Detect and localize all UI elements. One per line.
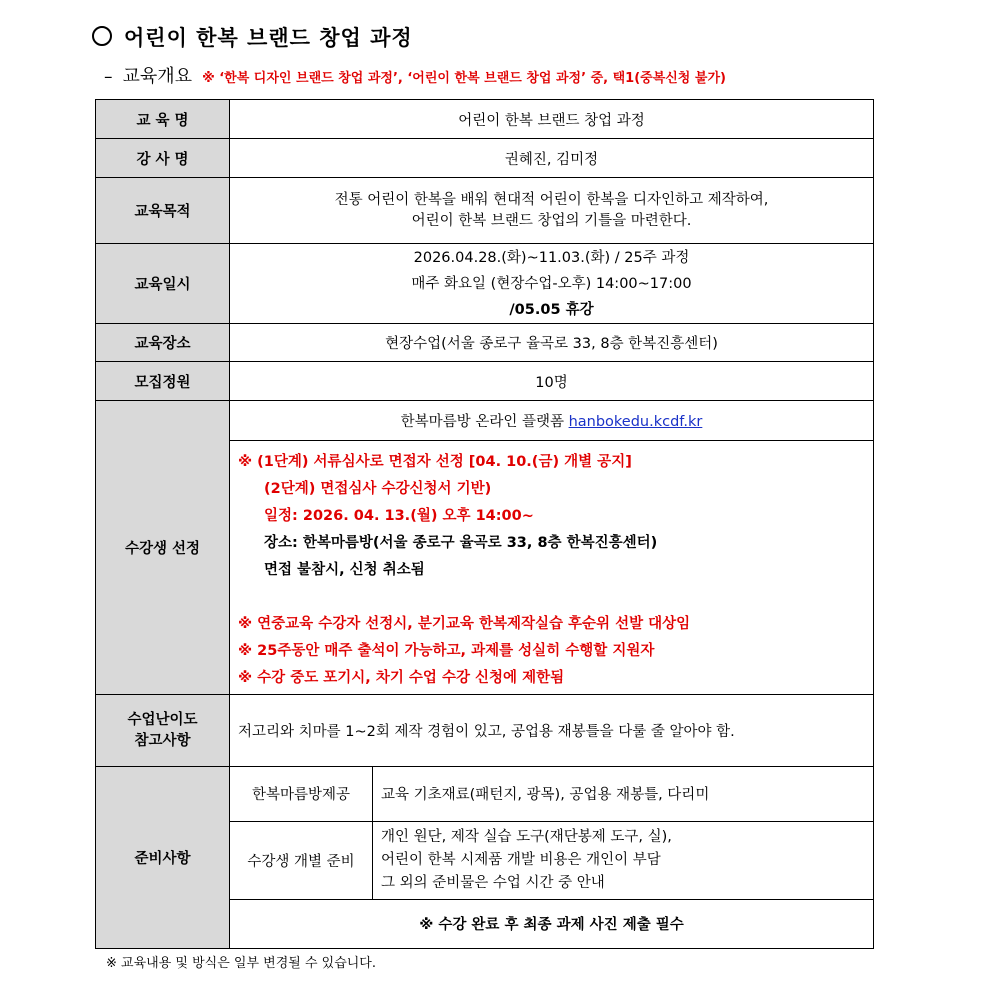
capacity-value: 10명 [230, 362, 874, 401]
prep-individual-row [230, 821, 873, 899]
subtitle-note: ※ ‘한복 디자인 브랜드 창업 과정’, ‘어린이 한복 브랜드 창업 과정’ 중, 택1(중복신청 불가) [202, 71, 726, 86]
row-difficulty [96, 695, 874, 767]
selection-line-2: (2단계) 면접심사 수강신청서 기반) [264, 481, 492, 497]
provided-label: 한복마름방제공 [230, 767, 373, 821]
prep-provided-row [230, 767, 873, 821]
selection-note-1: ※ 연중교육 수강자 선정시, 분기교육 한복제작실습 후순위 선발 대상임 [238, 616, 691, 632]
final-note: ※ 수강 완료 후 최종 과제 사진 제출 필수 [419, 916, 684, 933]
circle-icon [92, 26, 112, 46]
difficulty-label-2: 참고사항 [134, 732, 191, 749]
platform-text: 한복마름방 온라인 플랫폼 [400, 414, 564, 430]
subtitle-dash: – [104, 67, 113, 87]
footer-note: ※ 교육내용 및 방식은 일부 변경될 수 있습니다. [106, 956, 376, 971]
provided-value: 교육 기초재료(패턴지, 광목), 공업용 재봉틀, 다리미 [373, 767, 874, 821]
page-title [92, 22, 413, 52]
individual-value [373, 821, 874, 899]
row-venue [96, 324, 874, 362]
row-prep [96, 767, 874, 949]
prep-table [230, 767, 873, 947]
individual-line-1: 개인 원단, 제작 실습 도구(재단봉제 도구, 실), [381, 828, 672, 845]
venue-value: 현장수업(서울 종로구 율곡로 33, 8층 한복진흥센터) [230, 324, 874, 362]
row-name [96, 100, 874, 139]
schedule-line-2: 매주 화요일 (현장수업-오후) 14:00~17:00 [411, 275, 692, 292]
purpose-line-2: 어린이 한복 브랜드 창업의 기틀을 마련한다. [411, 212, 692, 229]
venue-label: 교육장소 [96, 324, 230, 362]
platform-link[interactable]: hanbokedu.kcdf.kr [568, 414, 703, 430]
selection-line-3: 일정: 2026. 04. 13.(월) 오후 14:00~ [264, 508, 534, 524]
schedule-line-1: 2026.04.28.(화)~11.03.(화) / 25주 과정 [413, 249, 690, 266]
difficulty-value: 저고리와 치마를 1~2회 제작 경험이 있고, 공업용 재봉틀을 다룰 줄 알아야 함. [230, 695, 874, 767]
row-selection-platform [96, 401, 874, 441]
subtitle-label: 교육개요 [122, 66, 193, 87]
selection-label: 수강생 선정 [96, 401, 230, 695]
capacity-label: 모집정원 [96, 362, 230, 401]
selection-line-4: 장소: 한복마름방(서울 종로구 율곡로 33, 8층 한복진흥센터) [264, 535, 658, 551]
selection-line-1: ※ (1단계) 서류심사로 면접자 선정 [04. 10.(금) 개별 공지] [238, 454, 632, 470]
purpose-label: 교육목적 [96, 178, 230, 244]
row-capacity [96, 362, 874, 401]
prep-label: 준비사항 [96, 767, 230, 949]
selection-spacer [238, 584, 865, 611]
difficulty-label-1: 수업난이도 [127, 711, 198, 728]
row-purpose [96, 178, 874, 244]
row-schedule [96, 244, 874, 324]
instructor-value: 권혜진, 김미정 [230, 139, 874, 178]
difficulty-label [96, 695, 230, 767]
selection-line-5: 면접 불참시, 신청 취소됨 [264, 562, 425, 578]
individual-label: 수강생 개별 준비 [230, 821, 373, 899]
schedule-value [230, 244, 874, 324]
selection-platform [230, 401, 874, 441]
individual-line-3: 그 외의 준비물은 수업 시간 중 안내 [381, 874, 605, 891]
course-table [95, 99, 874, 949]
row-instructor [96, 139, 874, 178]
purpose-line-1: 전통 어린이 한복을 배워 현대적 어린이 한복을 디자인하고 제작하여, [334, 191, 769, 208]
selection-note-3: ※ 수강 중도 포기시, 차기 수업 수강 신청에 제한됨 [238, 670, 565, 686]
individual-line-2: 어린이 한복 시제품 개발 비용은 개인이 부담 [381, 851, 661, 868]
selection-note-2: ※ 25주동안 매주 출석이 가능하고, 과제를 성실히 수행할 지원자 [238, 643, 655, 659]
schedule-label: 교육일시 [96, 244, 230, 324]
instructor-label: 강 사 명 [96, 139, 230, 178]
prep-final-row [230, 899, 873, 947]
prep-cell [230, 767, 874, 949]
title-text: 어린이 한복 브랜드 창업 과정 [124, 26, 413, 50]
purpose-value [230, 178, 874, 244]
name-label: 교 육 명 [96, 100, 230, 139]
schedule-line-3: /05.05 휴강 [509, 301, 594, 318]
name-value: 어린이 한복 브랜드 창업 과정 [230, 100, 874, 139]
selection-details [230, 441, 874, 695]
subtitle [104, 62, 726, 88]
